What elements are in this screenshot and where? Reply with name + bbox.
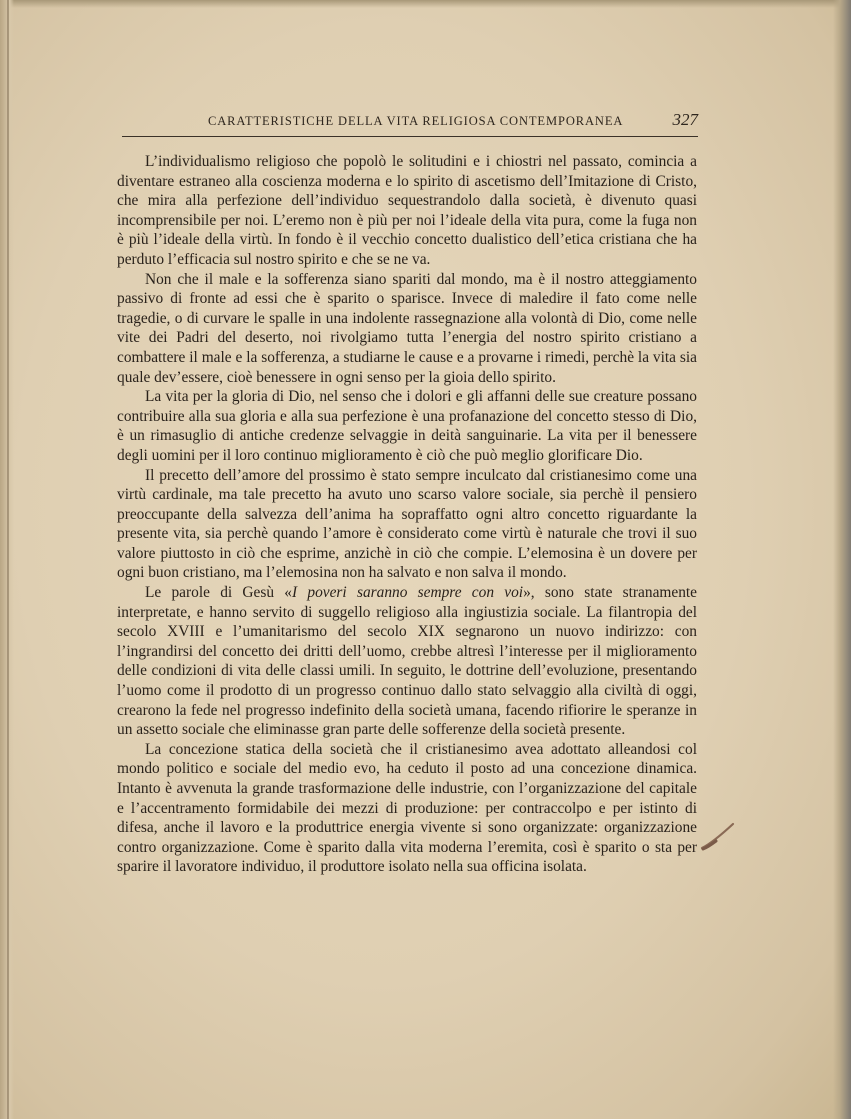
page-right-edge — [833, 0, 851, 1119]
running-head — [122, 110, 698, 137]
gospel-quote: I poveri saranno sempre con voi — [292, 584, 524, 602]
binding-fold-line — [7, 0, 9, 1119]
paragraph-6: La concezione statica della società che il cristianesimo avea adottato alleandosi col mondo politico e sociale del medio evo, ha ceduto il posto ad una concezione dinamica. Intanto è avvenuta la grande trasformazione delle industrie, con l’organizzazione del capitale e l’accentramento formidabile dei mezzi di produzione: per contraccolpo e per istinto di difesa, anche il lavoro e la produttrice energia vivente si sono organizzate: organizzazione contro organizzazione. Come è sparito dalla vita moderna l’eremita, così è sparito o sta per sparire il lavoratore individuo, il produttore isolato nella sua officina isolata. — [117, 740, 697, 876]
paragraph-5-start: Le parole di Gesù « — [145, 584, 292, 602]
paragraph-2: Non che il male e la sofferenza siano spariti dal mondo, ma è il nostro atteggiamento passivo di fronte ad essi che è sparito o sparisce. Invece di maledire il fato come nelle tragedie, o di curvare le spalle in una indolente rassegnazione alla volontà di Dio, come nelle vite dei Padri del deserto, noi rivolgiamo tutta l’energia del nostro spirito cristiano a combattere il male e la sofferenza, a studiarne le cause e a provarne i rimedi, perchè la vita sia quale dev’essere, cioè benessere in ogni senso per la gioia dello spirito. — [117, 270, 697, 386]
paragraph-5 — [117, 583, 697, 740]
pencil-mark-icon — [700, 822, 736, 852]
page-number: 327 — [672, 110, 698, 129]
paragraph-1: L’individualismo religioso che popolò le solitudini e i chiostri nel passato, comincia a diventare estraneo alla coscienza moderna e lo spirito di ascetismo dell’Imitazione di Cristo, che mira alla perfezione dell’individuo sequestrandolo dalla società, è divenuto quasi incomprensibile per noi. L’eremo non è più per noi l’ideale della vita pura, come la fuga non è più l’ideale della virtù. In fondo è il vecchio concetto dualistico dell’etica cristiana che ha perduto l’efficacia sul nostro spirito e che se ne va. — [117, 153, 697, 268]
paragraph-3: La vita per la gloria di Dio, nel senso che i dolori e gli affanni delle sue creature possano contribuire alla sua gloria e alla sua perfezione è una profanazione del concetto stesso di Dio, è un rimasuglio di antiche credenze selvaggie in deità sanguinarie. La vita per il benessere degli uomini per il loro continuo miglioramento è ciò che può meglio glorificare Dio. — [117, 388, 697, 464]
paragraph-5-rest: », sono state stranamente interpretate, e hanno servito di suggello religioso alla ingiustizia sociale. La filantropia del secolo XVIII e l’umanitarismo del secolo XIX segnarono un nuovo indirizzo: con l’ingrandirsi del concetto dei dritti dell’uomo, crebbe altresì l’interesse per il miglioramento delle condizioni di vita delle classi umili. In seguito, le dottrine dell’evoluzione, presentando l’uomo come il prodotto di un progresso continuo dallo stato selvaggio alla civiltà di oggi, crearono la fede nel progresso indefinito della società umana, facendo rifiorire le speranze in un assetto sociale che eliminasse gran parte delle sofferenze della società presente. — [117, 584, 698, 739]
paragraph-4: Il precetto dell’amore del prossimo è stato sempre inculcato dal cristianesimo come una virtù cardinale, ma tale precetto ha avuto uno scarso valore sociale, sia perchè il pensiero preoccupante della salvezza dell’anima ha sopraffatto ogni altro concetto riguardante la presente vita, sia perchè quando l’amore è considerato come virtù è naturale che trovi il suo valore piuttosto in ciò che esprime, anzichè in ciò che compie. L’elemosina è un dovere per ogni buon cristiano, ma l’elemosina non ha salvato e non salva il mondo. — [117, 466, 697, 582]
page-top-edge — [0, 0, 851, 8]
body-text — [117, 152, 697, 877]
running-head-title: CARATTERISTICHE DELLA VITA RELIGIOSA CONTEMPORANEA — [208, 114, 624, 128]
